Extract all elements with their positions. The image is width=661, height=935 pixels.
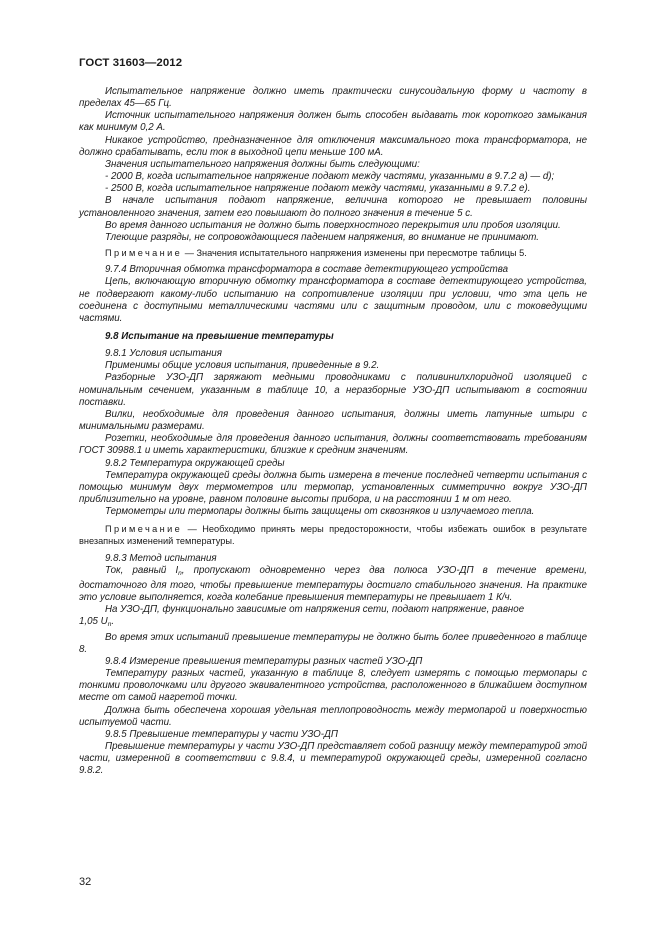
text-run: . [111, 616, 115, 628]
note-label: Примечание [105, 524, 183, 535]
subscript: n [178, 569, 182, 577]
note-label: Примечание [105, 248, 183, 259]
paragraph [79, 565, 587, 604]
subsection-heading: 9.8.5 Превышение температуры у части УЗО-ДП [105, 728, 338, 740]
subsection-heading: 9.8.1 Условия испытания [105, 348, 222, 360]
paragraph: Розетки, необходимые для проведения данного испытания, должны соответствовать требованиям ГОСТ 30988.1 и иметь характеристики, близкие к средним значениям. [79, 433, 587, 457]
paragraph: Испытательное напряжение должно иметь практически синусоидальную форму и частоту в пределах 45—65 Гц. [79, 86, 587, 110]
paragraph: Должна быть обеспечена хорошая удельная теплопроводность между термопарой и поверхностью испытуемой части. [79, 704, 587, 728]
paragraph: Во время этих испытаний превышение температуры не должно быть более приведенного в таблице 8. [79, 631, 587, 655]
subscript: n [107, 621, 112, 629]
document-body [79, 86, 587, 777]
subsection-heading: 9.8.3 Метод испытания [105, 552, 217, 564]
note-text: — Необходимо принять меры предосторожности, чтобы избежать ошибок в результате внезапных изменений температуры. [79, 524, 587, 547]
paragraph: Тлеющие разряды, не сопровождающиеся падением напряжения, во внимание не принимают. [105, 231, 539, 243]
paragraph: Применимы общие условия испытания, приведенные в 9.2. [105, 360, 380, 372]
text-run: 1,05 U [79, 616, 108, 628]
document-header: ГОСТ 31603—2012 [79, 57, 183, 69]
paragraph: Термометры или термопары должны быть защищены от сквозняков и излучаемого тепла. [105, 506, 535, 518]
list-item: - 2500 В, когда испытательное напряжение подают между частями, указанными в 9.7.2 е). [105, 183, 531, 195]
paragraph: Цепь, включающую вторичную обмотку трансформатора в составе детектирующего устройства, не подвергают какому-либо испытанию на сопротивление изоляции при условии, что эта цепь не соединена с доступными металлическими частями или с защитным проводом, или с токоведущими частями. [79, 276, 587, 324]
section-title: 9.8 Испытание на превышение температуры [105, 330, 334, 342]
note [79, 247, 587, 259]
text-run: Ток, равный I [105, 564, 179, 576]
paragraph: Никакое устройство, предназначенное для отключения максимального тока трансформатора, не должно срабатывать, если ток в выходной цепи меньше 100 мА. [79, 134, 587, 158]
list-item: - 2000 В, когда испытательное напряжение подают между частями, указанными в 9.7.2 а) — d); [105, 171, 555, 183]
subsection-heading: 9.8.4 Измерение превышения температуры разных частей УЗО-ДП [105, 655, 423, 667]
paragraph: Разборные УЗО-ДП заряжают медными проводниками с поливинилхлоридной изоляцией с номинальным сечением, указанным в таблице 10, а неразборные УЗО-ДП испытывают в состоянии поставки. [79, 372, 587, 408]
subsection-heading: 9.8.2 Температура окружающей среды [105, 457, 285, 469]
paragraph: Температуру разных частей, указанную в таблице 8, следует измерять с помощью термопары с тонкими проволочками или другого эквивалентного устройства, расположенного в ближайшем доступном месте от самой нагретой точки. [79, 668, 587, 704]
paragraph: В начале испытания подают напряжение, величина которого не превышает половины установленного значения, затем его повышают до полного значения в течение 5 с. [79, 195, 587, 219]
subsection-heading: 9.7.4 Вторичная обмотка трансформатора в составе детектирующего устройства [105, 264, 509, 276]
paragraph: Источник испытательного напряжения должен быть способен выдавать ток короткого замыкания как минимум 0,2 А. [79, 110, 587, 134]
paragraph: Температура окружающей среды должна быть измерена в течение последней четверти испытания с помощью минимум двух термометров или термопар, установленных симметрично вокруг УЗО-ДП приблизительно на уровне, равном половине высоты прибора, и на расстоянии 1 м от него. [79, 469, 587, 505]
page-number: 32 [79, 876, 92, 888]
paragraph-continuation [79, 616, 587, 631]
text-run: , пропускают одновременно через два полюса УЗО-ДП в течение времени, достаточного для того, чтобы превышение температуры достигло стабильного значения. На практике это условие выполняется, когда колебание превышения температуры не превышает 1 К/ч. [79, 564, 587, 604]
paragraph: Значения испытательного напряжения должны быть следующими: [105, 158, 420, 170]
paragraph: Во время данного испытания не должно быть поверхностного перекрытия или пробоя изоляции. [105, 219, 561, 231]
paragraph: Превышение температуры у части УЗО-ДП представляет собой разницу между температурой этой части, измеренной в соответствии с 9.8.4, и температурой окружающей среды, измеренной согласно 9.8.2. [79, 740, 587, 777]
note [79, 523, 587, 547]
note-text: — Значения испытательного напряжения изменены при пересмотре таблицы 5. [182, 248, 527, 259]
paragraph: На УЗО-ДП, функционально зависимые от напряжения сети, подают напряжение, равное [105, 604, 525, 616]
paragraph: Вилки, необходимые для проведения данного испытания, должны иметь латунные штыри с минимальными размерами. [79, 408, 587, 433]
